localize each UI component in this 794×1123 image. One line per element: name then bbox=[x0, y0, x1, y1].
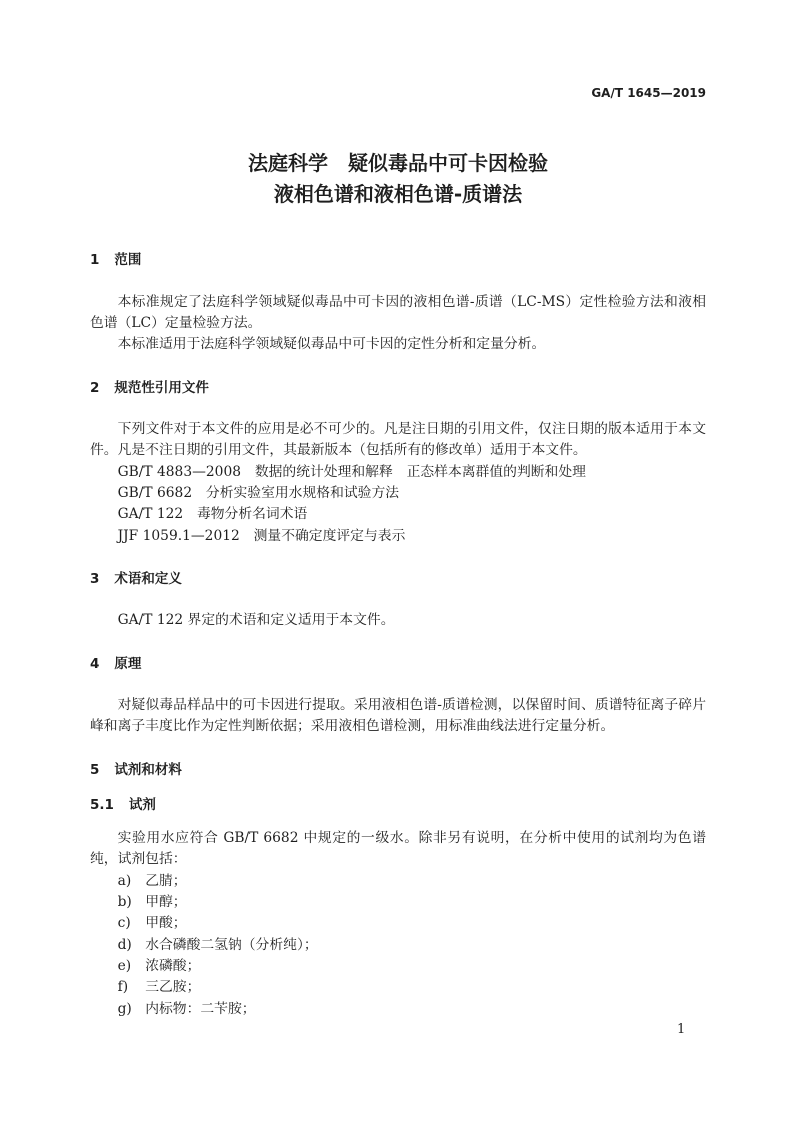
document-title bbox=[90, 148, 706, 210]
list-label: g) bbox=[117, 1000, 132, 1017]
list-item bbox=[90, 913, 706, 934]
section-title: 规范性引用文件 bbox=[114, 379, 209, 396]
paragraph: 对疑似毒品样品中的可卡因进行提取。采用液相色谱-质谱检测，以保留时间、质谱特征离子碎片峰和离子丰度比作为定性判断依据；采用液相色谱检测，用标准曲线法进行定量分析。 bbox=[90, 696, 706, 735]
list-text: 内标物：二苄胺； bbox=[145, 1000, 256, 1017]
list-label: f) bbox=[117, 979, 129, 996]
list-label: a) bbox=[117, 872, 132, 889]
subsection-heading-reagents bbox=[90, 795, 706, 816]
section-heading-reagents-and-materials bbox=[90, 760, 706, 781]
paragraph: 下列文件对于本文件的应用是必不可少的。凡是注日期的引用文件，仅注日期的版本适用于本文件。凡是不注日期的引用文件，其最新版本（包括所有的修改单）适用于本文件。 bbox=[90, 420, 706, 459]
section-number: 5 bbox=[90, 761, 100, 778]
normative-references-body bbox=[90, 419, 706, 547]
list-item bbox=[90, 871, 706, 892]
list-item bbox=[90, 977, 706, 998]
section-title: 范围 bbox=[114, 252, 142, 269]
section-number: 2 bbox=[90, 379, 100, 396]
paragraph: 本标准适用于法庭科学领域疑似毒品中可卡因的定性分析和定量分析。 bbox=[117, 336, 546, 353]
reference-item bbox=[90, 462, 706, 483]
list-item bbox=[90, 999, 706, 1020]
reference-code: GB/T 6682 bbox=[117, 484, 193, 501]
reference-title: 数据的统计处理和解释 正态样本离群值的判断和处理 bbox=[254, 463, 586, 480]
principle-body bbox=[90, 695, 706, 738]
page-number: 1 bbox=[677, 1022, 686, 1037]
reference-title: 毒物分析名词术语 bbox=[196, 506, 308, 523]
reference-code: JJF 1059.1—2012 bbox=[117, 527, 240, 544]
reference-item bbox=[90, 526, 706, 547]
list-text: 甲酸； bbox=[145, 915, 187, 932]
reference-item bbox=[90, 504, 706, 525]
section-title: 术语和定义 bbox=[114, 570, 182, 587]
title-line-1: 法庭科学 疑似毒品中可卡因检验 bbox=[248, 150, 548, 175]
list-text: 浓磷酸； bbox=[145, 957, 201, 974]
list-item bbox=[90, 956, 706, 977]
list-text: 乙腈； bbox=[145, 872, 187, 889]
list-text: 水合磷酸二氢钠（分析纯）； bbox=[145, 936, 318, 953]
paragraph: 实验用水应符合 GB/T 6682 中规定的一级水。除非另有说明，在分析中使用的试剂均为色谱纯，试剂包括： bbox=[90, 829, 706, 868]
reference-title: 测量不确定度评定与表示 bbox=[253, 527, 406, 544]
section-heading-principle bbox=[90, 654, 706, 675]
list-item bbox=[90, 935, 706, 956]
section-heading-terms bbox=[90, 569, 706, 590]
title-line-2: 液相色谱和液相色谱-质谱法 bbox=[273, 181, 523, 206]
section-number: 1 bbox=[90, 252, 100, 269]
section-title: 原理 bbox=[114, 655, 142, 672]
reference-code: GA/T 122 bbox=[117, 506, 184, 523]
list-label: e) bbox=[117, 957, 132, 974]
section-heading-scope bbox=[90, 250, 706, 271]
list-text: 三乙胺； bbox=[145, 979, 201, 996]
terms-body bbox=[90, 610, 706, 631]
paragraph: 本标准规定了法庭科学领域疑似毒品中可卡因的液相色谱-质谱（LC-MS）定性检验方法和液相色谱（LC）定量检验方法。 bbox=[90, 293, 706, 331]
document-number: GA/T 1645—2019 bbox=[591, 86, 706, 100]
list-item bbox=[90, 892, 706, 913]
reference-code: GB/T 4883—2008 bbox=[117, 463, 242, 480]
list-text: 甲醇； bbox=[145, 893, 187, 910]
section-number: 3 bbox=[90, 570, 100, 587]
section-number: 4 bbox=[90, 655, 100, 672]
list-label: d) bbox=[117, 936, 132, 953]
paragraph: GA/T 122 界定的术语和定义适用于本文件。 bbox=[117, 612, 395, 629]
section-title: 试剂和材料 bbox=[114, 761, 182, 778]
list-label: c) bbox=[117, 915, 131, 932]
reference-item bbox=[90, 483, 706, 504]
list-label: b) bbox=[117, 893, 132, 910]
reference-title: 分析实验室用水规格和试验方法 bbox=[205, 484, 400, 501]
subsection-title: 试剂 bbox=[128, 796, 156, 813]
scope-body bbox=[90, 292, 706, 356]
section-heading-normative-references bbox=[90, 378, 706, 399]
subsection-number: 5.1 bbox=[90, 796, 114, 813]
reagents-body bbox=[90, 828, 706, 1020]
